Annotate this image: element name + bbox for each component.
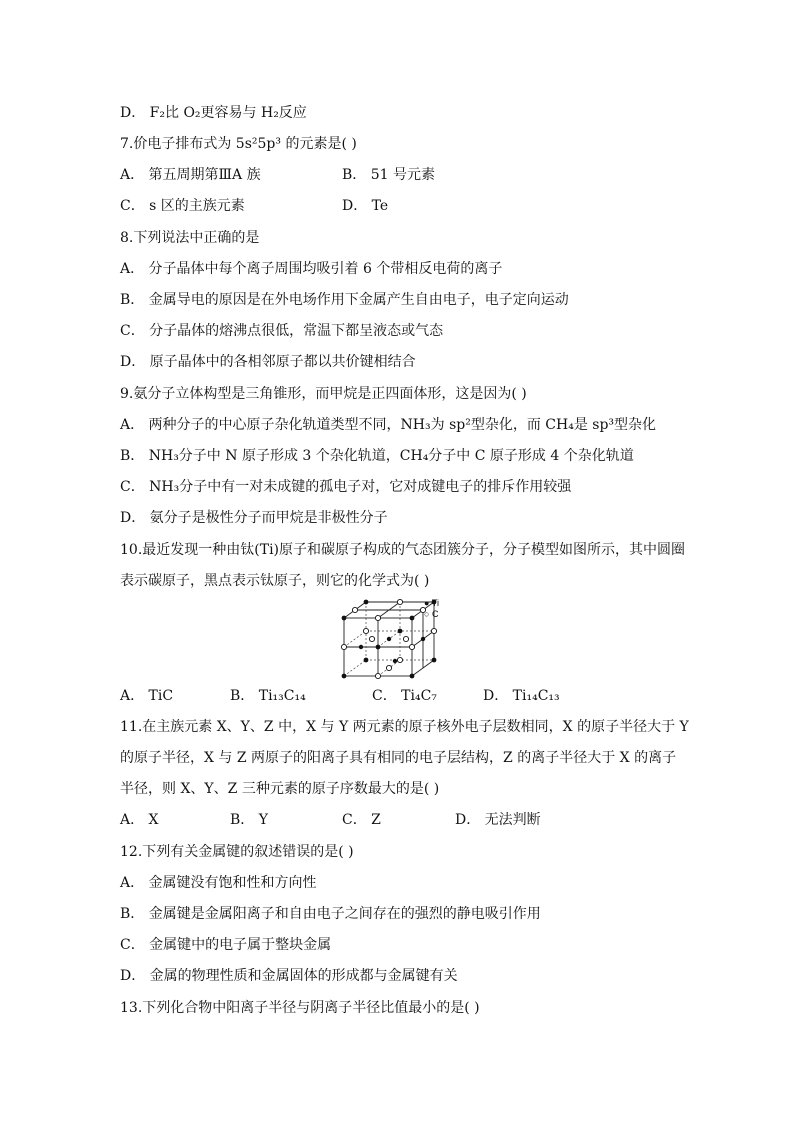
option-11c: C． Z [342,812,381,828]
question-11-line-1: 11.在主族元素 X、Y、Z 中，X 与 Y 两元素的原子核外电子层数相同，X 的原子半径大于 Y [120,719,689,735]
question-10-line-1: 10.最近发现一种由钛(Ti)原子和碳原子构成的气态团簇分子，分子模型如图所示，其中圆圈 [120,542,686,558]
legend-c-label: C [431,609,439,619]
legend-c-circle-icon: ○ [424,609,430,619]
legend-ti-label: Ti [431,598,439,608]
option-7c: C． s 区的主族元素 [120,198,245,214]
option-8a: A． 分子晶体中每个离子周围均吸引着 6 个带相反电荷的离子 [120,261,503,277]
option-10b: B． Ti₁₃C₁₄ [230,688,306,704]
option-10d: D． Ti₁₄C₁₃ [483,688,560,704]
option-8b: B． 金属导电的原因是在外电场作用下金属产生自由电子，电子定向运动 [120,292,569,308]
line-d-prev: D． F₂比 O₂更容易与 H₂反应 [120,105,307,121]
question-10-line-2: 表示碳原子，黑点表示钛原子，则它的化学式为( ) [120,573,430,589]
legend-ti [424,598,439,609]
question-11-line-2: 的原子半径，X 与 Z 两原子的阳离子具有相同的电子层结构，Z 的离子半径大于 X 的离子 [120,750,677,766]
option-7b: B． 51 号元素 [342,167,436,183]
option-12c: C． 金属键中的电子属于整块金属 [120,937,332,953]
option-11d: D． 无法判断 [455,812,541,828]
option-12b: B． 金属键是金属阳离子和自由电子之间存在的强烈的静电吸引作用 [120,906,541,922]
option-12d: D． 金属的物理性质和金属固体的形成都与金属键有关 [120,968,458,984]
option-10a: A． TiC [120,688,174,704]
option-7d: D． Te [342,198,389,214]
option-8d: D． 原子晶体中的各相邻原子都以共价键相结合 [120,354,416,370]
figure-legend [424,598,439,620]
question-12: 12.下列有关金属键的叙述错误的是( ) [120,844,354,860]
option-9b: B． NH₃分子中 N 原子形成 3 个杂化轨道，CH₄分子中 C 原子形成 4 个杂化轨道 [120,448,634,464]
question-13: 13.下列化合物中阳离子半径与阴离子半径比值最小的是( ) [120,1000,480,1016]
option-11b: B． Y [230,812,268,828]
legend-ti-dot-icon: ● [424,598,430,608]
question-11-line-3: 半径，则 X、Y、Z 三种元素的原子序数最大的是( ) [120,781,440,797]
option-8c: C． 分子晶体的熔沸点很低，常温下都呈液态或气态 [120,323,444,339]
option-9a: A． 两种分子的中心原子杂化轨道类型不同，NH₃为 sp²型杂化，而 CH₄是 sp³型杂化 [120,417,657,433]
question-8: 8.下列说法中正确的是 [120,230,260,246]
option-12a: A． 金属键没有饱和性和方向性 [120,875,317,891]
option-11a: A． X [120,812,159,828]
question-7: 7.价电子排布式为 5s²5p³ 的元素是( ) [120,136,357,152]
option-10c: C． Ti₄C₇ [372,688,437,704]
legend-c [424,609,439,620]
question-9: 9.氨分子立体构型是三角锥形，而甲烷是正四面体形，这是因为( ) [120,386,527,402]
option-9d: D． 氨分子是极性分子而甲烷是非极性分子 [120,510,388,526]
option-7a: A． 第五周期第ⅢA 族 [120,167,261,183]
option-9c: C． NH₃分子中有一对未成键的孤电子对，它对成键电子的排斥作用较强 [120,479,572,495]
